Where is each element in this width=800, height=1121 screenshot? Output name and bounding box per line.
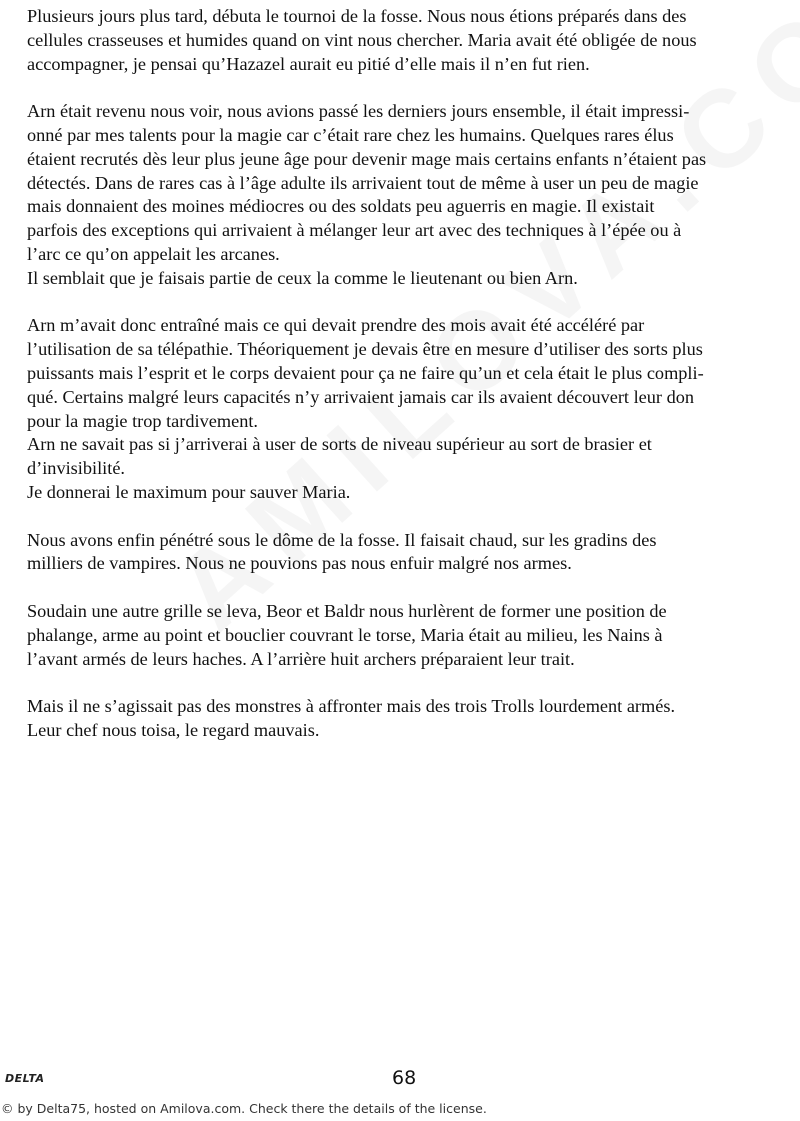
text-line: Arn m’avait donc entraîné mais ce qui devait prendre des mois avait été accéléré par (27, 315, 645, 336)
text-line: Mais il ne s’agissait pas des monstres à affronter mais des trois Trolls lourdement armés. (27, 696, 676, 717)
text-line: Arn était revenu nous voir, nous avions passé les derniers jours ensemble, il était impressi- (27, 101, 690, 122)
text-line: l’avant armés de leurs haches. A l’arrière huit archers préparaient leur trait. (27, 648, 575, 669)
text-line: phalange, arme au point et bouclier couvrant le torse, Maria était au milieu, les Nains à (27, 624, 663, 645)
text-line: qué. Certains malgré leurs capacités n’y arrivaient jamais car ils avaient découvert leur don (27, 386, 694, 407)
paragraph (27, 600, 775, 671)
text-line: parfois des exceptions qui arrivaient à mélanger leur art avec des techniques à l’épée ou à (27, 220, 682, 241)
text-line: puissants mais l’esprit et le corps devaient pour ça ne faire qu’un et cela était le plus compli- (27, 362, 704, 383)
author-logo: DELTA (5, 1072, 45, 1085)
text-line: Arn ne savait pas si j’arriverai à user de sorts de niveau supérieur au sort de brasier et (27, 434, 652, 455)
copyright-notice: © by Delta75, hosted on Amilova.com. Check there the details of the license. (1, 1101, 487, 1116)
paragraph (27, 314, 775, 504)
text-line: Il semblait que je faisais partie de ceux la comme le lieutenant ou bien Arn. (27, 267, 578, 288)
text-line: milliers de vampires. Nous ne pouvions pas nous enfuir malgré nos armes. (27, 553, 572, 574)
text-line: mais donnaient des moines médiocres ou des soldats peu aguerris en magie. Il existait (27, 196, 655, 217)
text-line: détectés. Dans de rares cas à l’âge adulte ils arrivaient tout de même à user un peu de magie (27, 172, 699, 193)
text-line: Soudain une autre grille se leva, Beor et Baldr nous hurlèrent de former une position de (27, 600, 667, 621)
text-line: l’arc ce qu’on appelait les arcanes. (27, 243, 280, 264)
text-line: d’invisibilité. (27, 458, 126, 479)
story-text (27, 5, 775, 767)
text-line: Plusieurs jours plus tard, débuta le tournoi de la fosse. Nous nous étions préparés dans des (27, 6, 687, 26)
text-line: accompagner, je pensai qu’Hazazel aurait eu pitié d’elle mais il n’en fut rien. (27, 53, 590, 74)
paragraph (27, 695, 775, 743)
text-line: pour la magie trop tardivement. (27, 410, 258, 431)
text-line: onné par mes talents pour la magie car c’était rare chez les humains. Quelques rares élus (27, 124, 674, 145)
text-line: étaient recrutés dès leur plus jeune âge pour devenir mage mais certains enfants n’étaient pas (27, 148, 707, 169)
paragraph (27, 100, 775, 290)
text-line: Leur chef nous toisa, le regard mauvais. (27, 719, 320, 740)
text-line: Nous avons enfin pénétré sous le dôme de la fosse. Il faisait chaud, sur les gradins des (27, 529, 657, 550)
text-line: l’utilisation de sa télépathie. Théoriquement je devais être en mesure d’utiliser des sorts plus (27, 339, 703, 360)
paragraph (27, 5, 775, 76)
paragraph (27, 529, 775, 577)
text-line: Je donnerai le maximum pour sauver Maria. (27, 481, 351, 502)
page-number: 68 (392, 1067, 417, 1089)
text-line: cellules crasseuses et humides quand on vint nous chercher. Maria avait été obligée de nous (27, 29, 697, 50)
